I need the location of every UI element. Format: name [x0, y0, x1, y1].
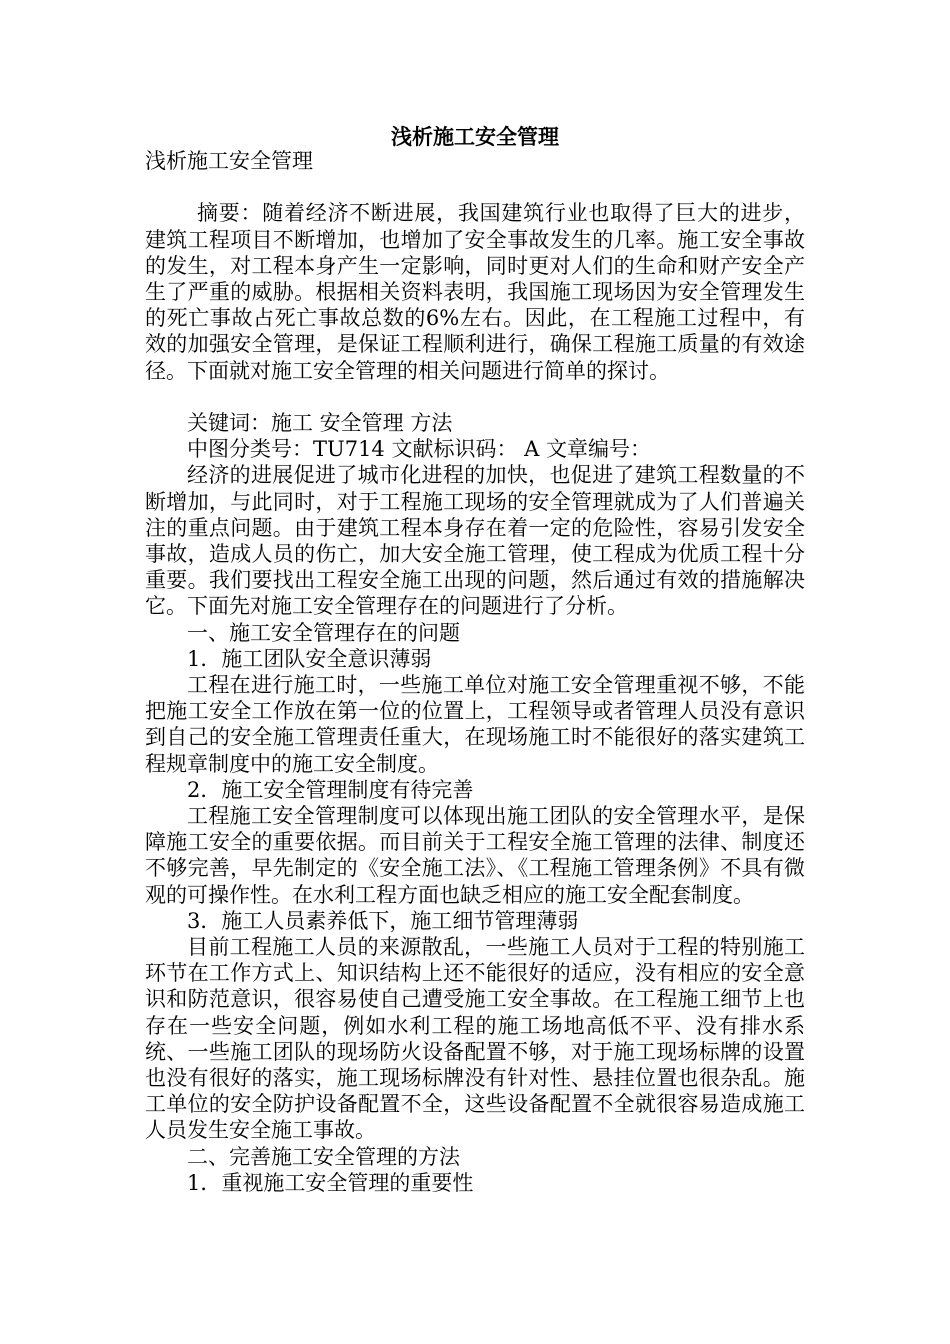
blank-line: [145, 174, 805, 200]
document-body: [145, 148, 805, 1196]
subsection-heading: 3．施工人员素养低下，施工细节管理薄弱: [187, 908, 579, 933]
classification-line: 中图分类号：TU714 文献标识码： A 文章编号：: [187, 437, 651, 462]
body-paragraph: 工程在进行施工时，一些施工单位对施工安全管理重视不够，不能把施工安全工作放在第一位的位置上，工程领导或者管理人员没有意识到自己的安全施工管理责任重大，在现场施工时不能很好的落实建筑工程规章制度中的施工安全制度。: [145, 673, 805, 776]
section-heading: 一、施工安全管理存在的问题: [187, 620, 460, 645]
body-paragraph: 目前工程施工人员的来源散乱，一些施工人员对于工程的特别施工环节在工作方式上、知识结构上还不能很好的适应，没有相应的安全意识和防范意识，很容易使自己遭受施工安全事故。在工程施工细节上也存在一些安全问题，例如水利工程的施工场地高低不平、没有排水系统、一些施工团队的现场防火设备配置不够，对于施工现场标牌的设置也没有很好的落实，施工现场标牌没有针对性、悬挂位置也很杂乱。施工单位的安全防护设备配置不全，这些设备配置不全就很容易造成施工人员发生安全施工事故。: [145, 935, 805, 1143]
subsection-heading: 1．重视施工安全管理的重要性: [187, 1170, 474, 1195]
subsection-heading: 2．施工安全管理制度有待完善: [187, 777, 474, 802]
document-subtitle: 浅析施工安全管理: [145, 149, 313, 173]
body-paragraph: 工程施工安全管理制度可以体现出施工团队的安全管理水平，是保障施工安全的重要依据。而目前关于工程安全施工管理的法律、制度还不够完善，早先制定的《安全施工法》、《工程施工管理条例》不具有微观的可操作性。在水利工程方面也缺乏相应的施工安全配套制度。: [145, 804, 805, 907]
blank-line: [145, 384, 805, 410]
keywords-line: 关键词：施工 安全管理 方法: [187, 411, 453, 435]
section-heading: 二、完善施工安全管理的方法: [187, 1144, 460, 1169]
abstract-paragraph: 摘要：随着经济不断进展，我国建筑行业也取得了巨大的进步，建筑工程项目不断增加，也增加了安全事故发生的几率。施工安全事故的发生，对工程本身产生一定影响，同时更对人们的生命和财产安全产生了严重的威胁。根据相关资料表明，我国施工现场因为安全管理发生的死亡事故占死亡事故总数的6%左右。因此，在工程施工过程中，有效的加强安全管理，是保证工程顺利进行，确保工程施工质量的有效途径。下面就对施工安全管理的相关问题进行简单的探讨。: [145, 201, 805, 383]
subsection-heading: 1．施工团队安全意识薄弱: [187, 646, 432, 671]
document-title: 浅析施工安全管理: [391, 124, 559, 149]
intro-paragraph: 经济的进展促进了城市化进程的加快，也促进了建筑工程数量的不断增加，与此同时，对于工程施工现场的安全管理就成为了人们普遍关注的重点问题。由于建筑工程本身存在着一定的危险性，容易引发安全事故，造成人员的伤亡，加大安全施工管理，使工程成为优质工程十分重要。我们要找出工程安全施工出现的问题，然后通过有效的措施解决它。下面先对施工安全管理存在的问题进行了分析。: [145, 463, 805, 619]
